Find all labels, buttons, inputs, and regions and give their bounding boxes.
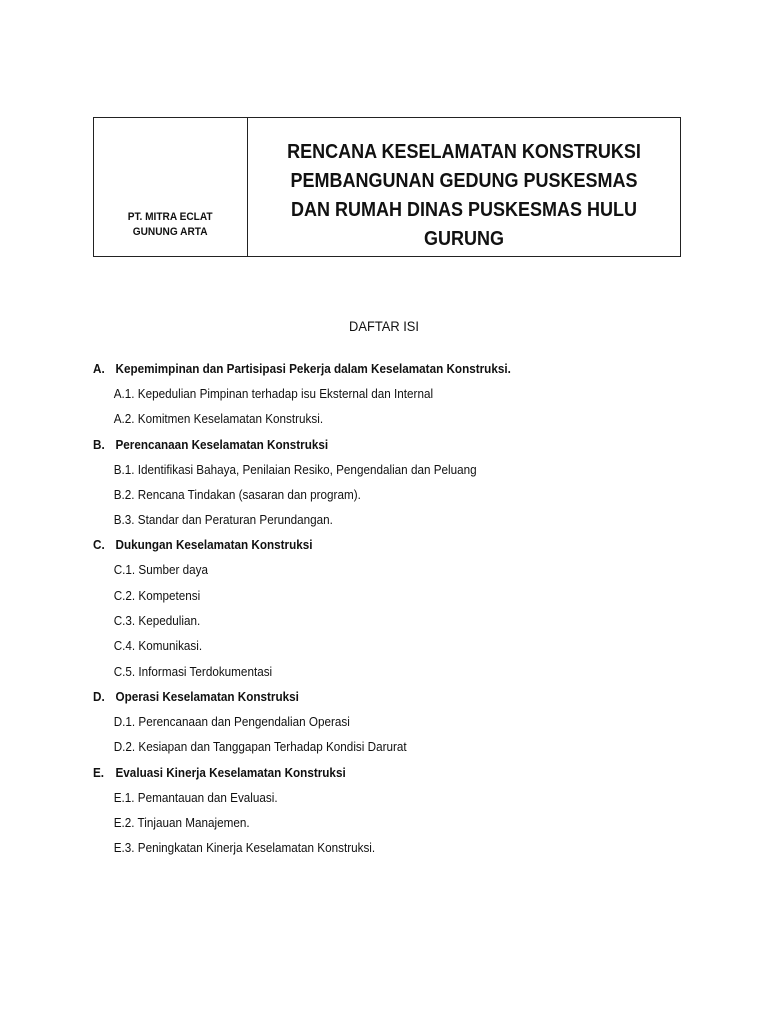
toc-section-heading (93, 534, 633, 559)
toc-section (93, 358, 693, 434)
toc-item: A.1. Kepedulian Pimpinan terhadap isu Eksternal dan Internal (113, 386, 434, 401)
document-header (93, 117, 681, 257)
toc-section (93, 686, 693, 762)
section-letter: E. (93, 764, 105, 780)
toc-section (93, 762, 693, 863)
section-letter: A. (93, 361, 105, 376)
company-name: PT. MITRA ECLAT GUNUNG ARTA (128, 211, 213, 238)
toc-item: E.2. Tinjauan Manajemen. (113, 814, 250, 830)
company-cell (94, 118, 248, 256)
section-letter: D. (93, 688, 105, 704)
toc-section (93, 434, 693, 535)
toc-item: B.2. Rencana Tindakan (sasaran dan program). (113, 486, 361, 502)
section-letter: C. (93, 537, 105, 553)
section-title: Dukungan Keselamatan Konstruksi (115, 537, 313, 553)
toc-item: E.3. Peningkatan Kinerja Keselamatan Konstruksi. (113, 840, 376, 856)
toc-item: C.1. Sumber daya (113, 562, 209, 578)
toc-item: A.2. Komitmen Keselamatan Konstruksi. (113, 411, 324, 427)
title-cell (248, 118, 680, 256)
section-title: Kepemimpinan dan Partisipasi Pekerja dalam Keselamatan Konstruksi. (115, 361, 511, 376)
toc-item: B.1. Identifikasi Bahaya, Penilaian Resiko, Pengendalian dan Peluang (113, 461, 477, 477)
section-letter: B. (93, 436, 105, 452)
table-of-contents (93, 358, 693, 862)
document-title: RENCANA KESELAMATAN KONSTRUKSI PEMBANGUNAN GEDUNG PUSKESMAS DAN RUMAH DINAS PUSKESMAS HULU GURUNG (287, 141, 641, 250)
toc-item: C.5. Informasi Terdokumentasi (113, 663, 273, 679)
toc-item: D.2. Kesiapan dan Tanggapan Terhadap Kondisi Darurat (113, 739, 407, 755)
toc-item: C.3. Kepedulian. (113, 613, 201, 629)
toc-section (93, 534, 693, 685)
toc-section-heading (93, 434, 633, 459)
section-title: Evaluasi Kinerja Keselamatan Konstruksi (115, 764, 346, 780)
toc-heading: DAFTAR ISI (349, 318, 419, 334)
toc-item: D.1. Perencanaan dan Pengendalian Operasi (113, 713, 350, 729)
toc-section-heading (93, 762, 633, 787)
toc-item: C.2. Kompetensi (113, 587, 201, 603)
toc-item: B.3. Standar dan Peraturan Perundangan. (113, 512, 333, 528)
section-title: Perencanaan Keselamatan Konstruksi (115, 436, 329, 452)
section-title: Operasi Keselamatan Konstruksi (115, 688, 299, 704)
toc-item: C.4. Komunikasi. (113, 638, 203, 654)
toc-section-heading (93, 686, 633, 711)
toc-item: E.1. Pemantauan dan Evaluasi. (113, 789, 278, 805)
toc-section-heading (93, 358, 633, 383)
